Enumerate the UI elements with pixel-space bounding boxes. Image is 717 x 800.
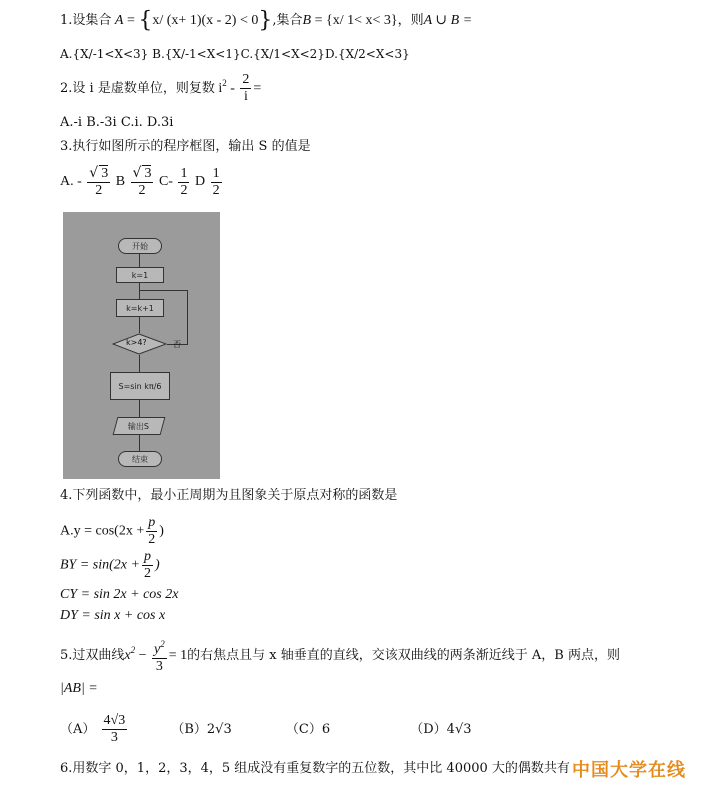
q2-stem-line: 2.设 i 是虚数单位，则复数 $i^2$ - $\frac{2}{i}$ = <box>60 72 262 104</box>
q3-opt-a: A. - <box>60 174 82 190</box>
q3-opt-b: B <box>115 174 126 190</box>
q5-ab: |AB| = <box>60 681 98 696</box>
q1-union: A ∪ B = <box>423 13 473 28</box>
flow-loop-v <box>187 290 188 345</box>
q1-mid: ,集合 <box>272 13 303 28</box>
q3-opt-b-frac: $\frac{√ 3}{2}$ <box>132 165 152 198</box>
flow-init: k=1 <box>116 267 164 283</box>
q4-stem: 4.下列函数中，最小正周期为且图象关于原点对称的函数是 <box>60 488 398 503</box>
q1-setA-expr: x/ (x+ 1)(x - 2) < 0 <box>152 13 259 28</box>
q1-prefix: 1.设集合 <box>60 13 112 28</box>
q1-stem: 1.设集合 A = {x/ (x+ 1)(x - 2) < 0},集合B = {x/ 1< x< 3}，则A ∪ B = <box>60 8 473 33</box>
flowchart-image <box>63 212 220 479</box>
q3-opt-d: D <box>194 174 206 190</box>
flow-cond-label: k>4? <box>126 338 147 347</box>
q5-stem: 5.过双曲线$x^2$ − $\frac{y^2}{3}$ = 1的右焦点且与 x 轴垂直的直线，交该双曲线的两条渐近线于 A，B 两点，则 <box>60 636 620 675</box>
q1-options: A.{X/-1<X<3} B.{X/-1<X<1}C.{X/1<X<2}D.{X/2<X<3} <box>60 47 410 61</box>
flow-assign: S=sin kπ/6 <box>110 372 170 400</box>
flow-arrow-1 <box>139 253 140 267</box>
q1-setB-expr: = {x/ 1< x< 3} <box>314 13 398 28</box>
q2-fraction: $\frac{2}{i}$ <box>242 72 250 104</box>
q2-stem: 2.设 i 是虚数单位，则复数 <box>60 81 215 96</box>
q3-opt-c-frac: $\frac{1}{2}$ <box>180 165 188 198</box>
q5-opt-a-frac: $\frac{4√3}{3}$ <box>103 713 126 745</box>
q4-option-b: BY = sin(2x + $\frac{p}{2}$ ) <box>60 549 160 581</box>
q3-stem: 3.执行如图所示的程序框图，输出 S 的值是 <box>60 139 311 154</box>
flow-update: k=k+1 <box>116 299 164 317</box>
watermark-logo: 中国大学在线 <box>572 760 686 781</box>
q3-options <box>60 165 224 199</box>
flow-arrow-6 <box>139 434 140 451</box>
q6-stem: 6.用数字 0，1，2，3，4，5 组成没有重复数字的五位数，其中比 40000 大的偶数共有 <box>60 761 570 776</box>
q1-suffix: ，则 <box>397 13 424 28</box>
flow-start: 开始 <box>118 238 162 254</box>
q3-opt-d-frac: $\frac{1}{2}$ <box>212 165 220 198</box>
q4-option-a: A.y = cos(2x + $\frac{p}{2}$ ) <box>60 515 164 547</box>
flow-arrow-3 <box>139 316 140 333</box>
q3-opt-c: C- <box>158 174 173 190</box>
flow-arrow-5 <box>139 399 140 417</box>
flow-arrow-4 <box>139 355 140 372</box>
q4-option-d: DY = sin x + cos x <box>60 608 166 623</box>
flow-loop-h2 <box>139 290 187 291</box>
q5-options: （A） $\frac{4√3}{3}$ （B）2√3 （C）6 （D）4√3 <box>60 713 472 745</box>
q2-options: A.-i B.-3i C.i. D.3i <box>60 115 174 130</box>
flow-output: 输出S <box>113 417 166 435</box>
q3-opt-a-frac: $\frac{√ 3}{2}$ <box>89 165 109 198</box>
flow-end: 结束 <box>118 451 162 467</box>
q4-option-c: CY = sin 2x + cos 2x <box>60 587 179 602</box>
flow-no-label: 否 <box>173 340 181 349</box>
